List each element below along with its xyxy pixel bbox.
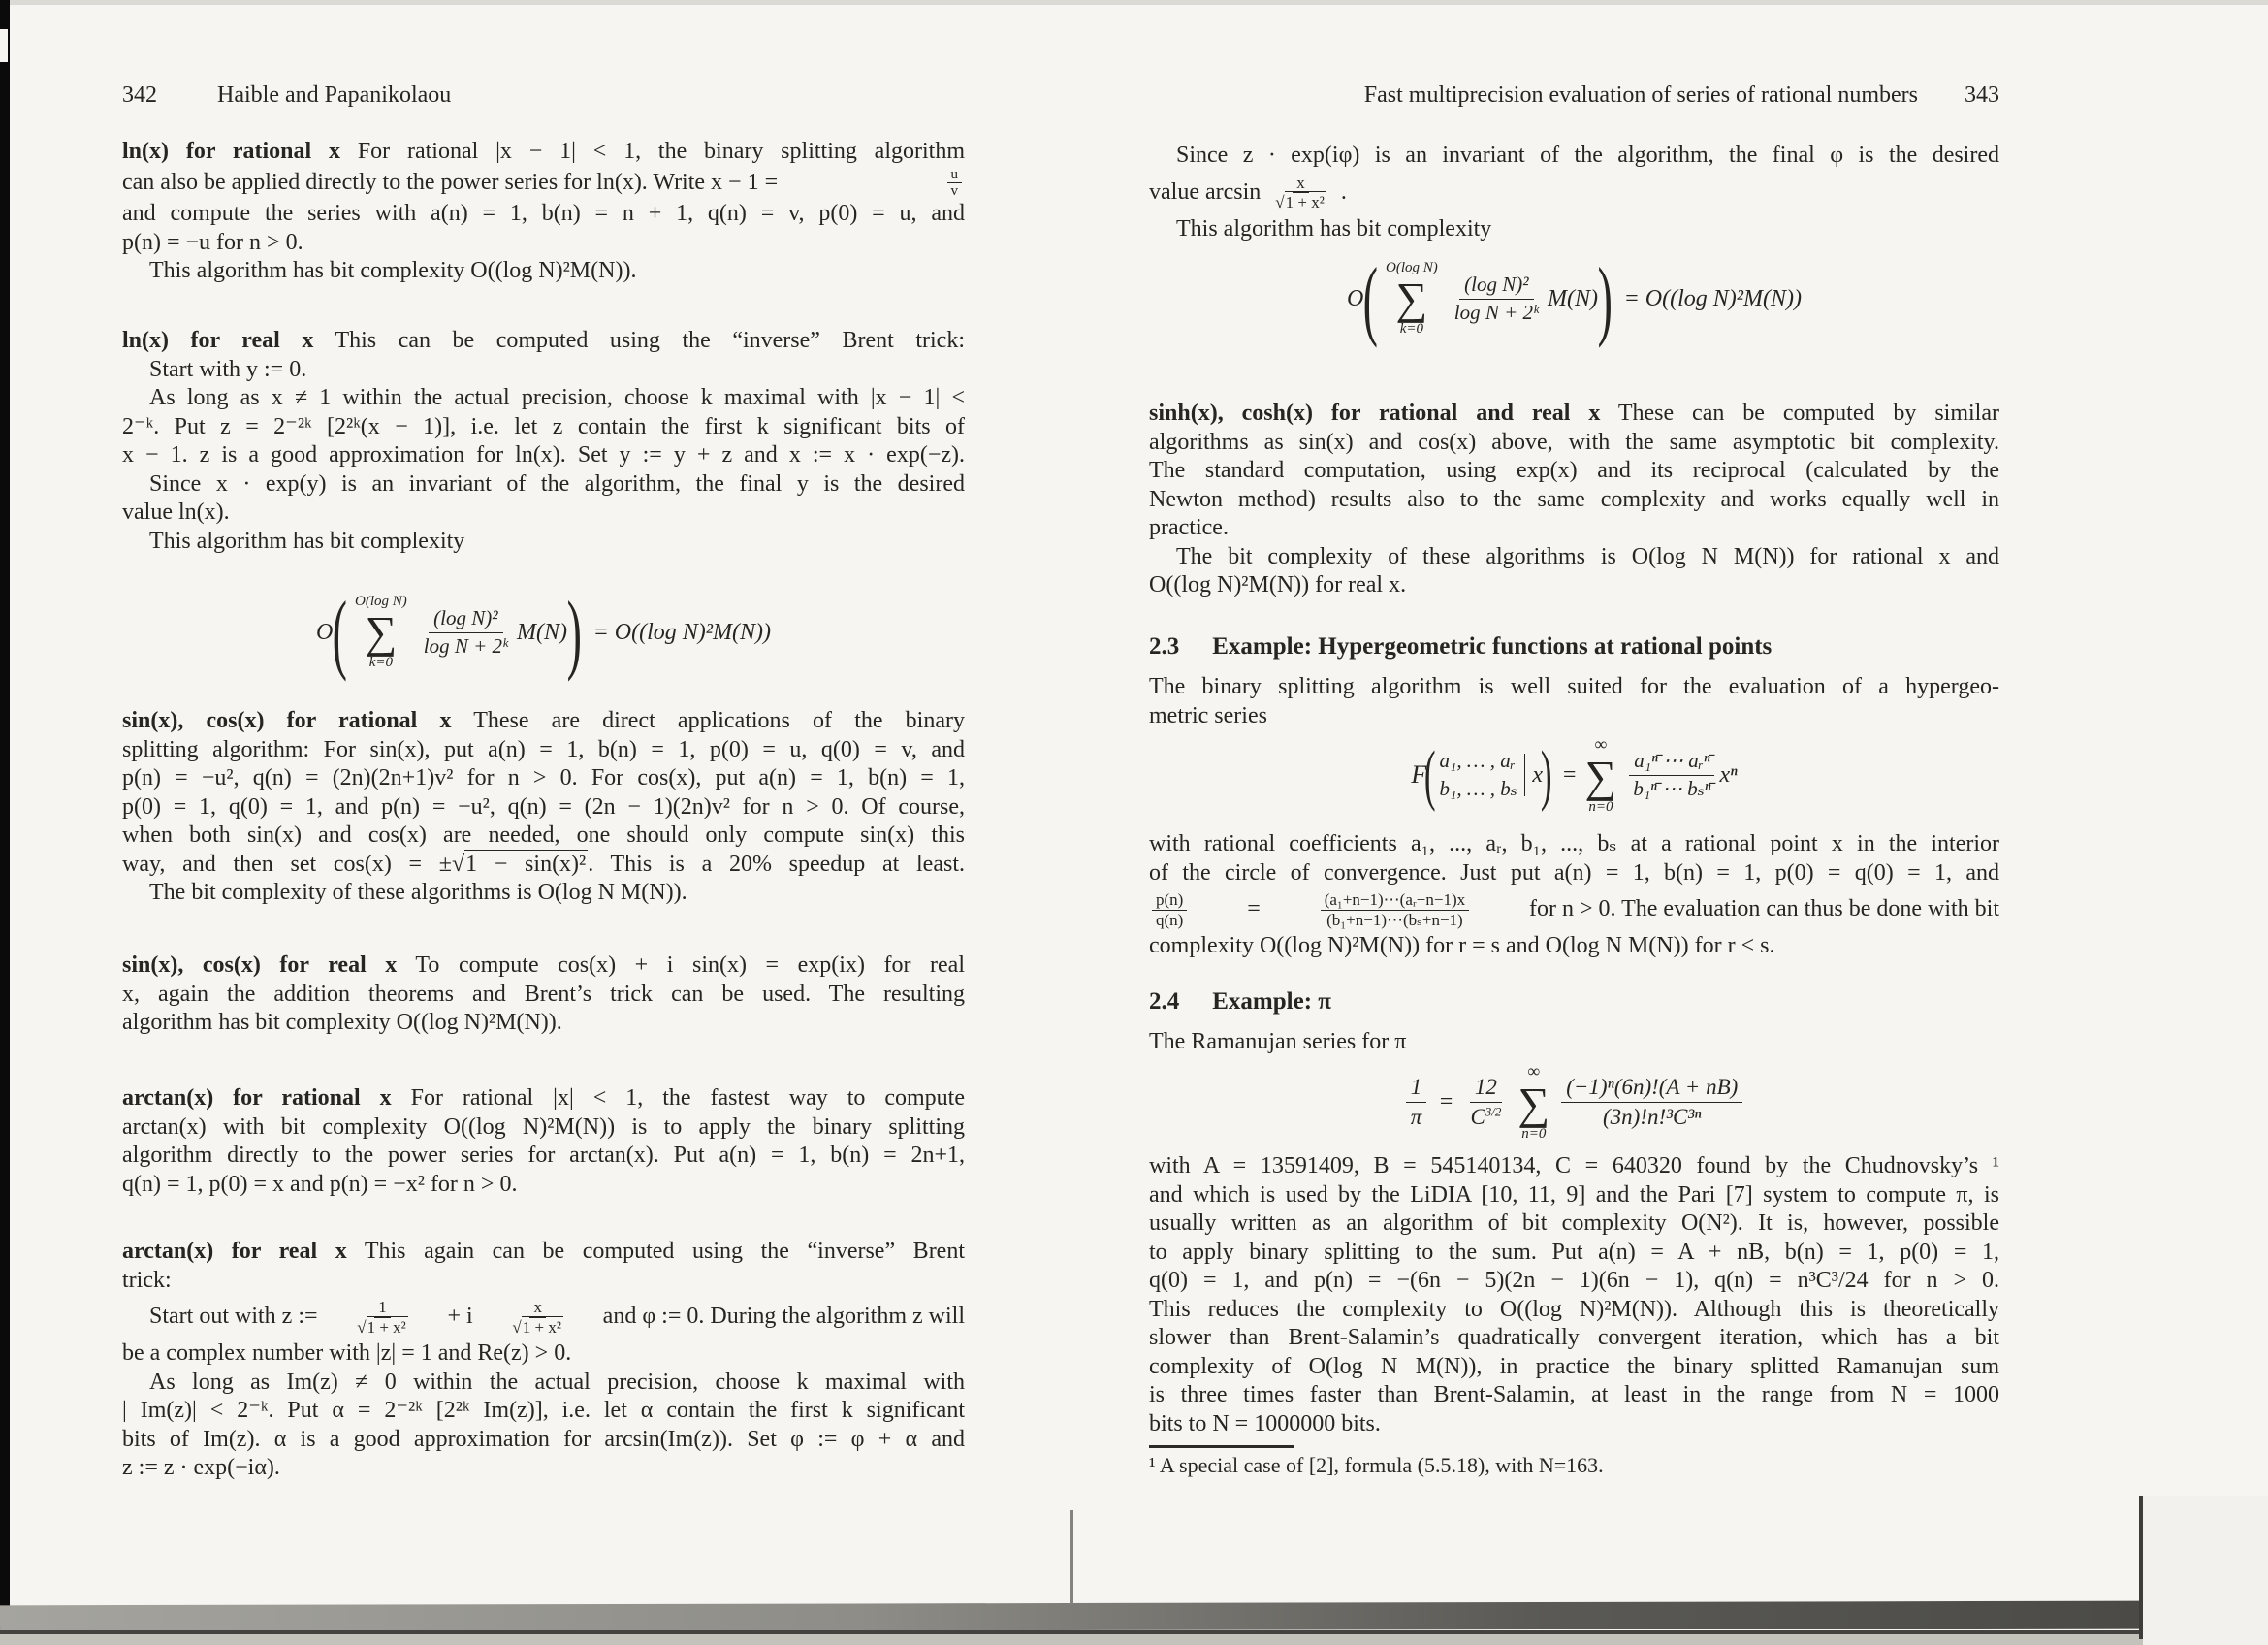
paragraph-lead: ln(x) for real x: [122, 328, 314, 353]
fraction-denominator: [1271, 193, 1330, 211]
running-head-right: [1149, 81, 1999, 110]
text-line: [122, 851, 965, 880]
text-run: value arcsin: [1149, 178, 1262, 205]
text-line: [122, 327, 965, 356]
fraction-numerator: p(n): [1152, 890, 1187, 910]
denominator-exponent: 3/2: [1485, 1103, 1502, 1118]
radical-sign: √: [357, 1317, 367, 1337]
text-line: algorithm has bit complexity O((log N)²M(N)).: [122, 1010, 562, 1035]
text-line: [1149, 887, 1999, 932]
equation-term: xⁿ: [1719, 761, 1738, 788]
text-line: The standard computation, using exp(x) and its reciprocal (calculated by the: [1149, 458, 1999, 483]
fraction: [1321, 890, 1469, 928]
fraction: [1465, 1074, 1506, 1130]
text-line: p(n) = −u², q(n) = (2n)(2n+1)v² for n > 0. For cos(x), put a(n) = 1, b(n) = 1,: [122, 765, 965, 790]
text-line: q(0) = 1, and p(n) = −(6n − 5)(2n − 1)(6n − 1), q(n) = n³C³/24 for n > 0.: [1149, 1268, 1999, 1293]
text-line: algorithms as sin(x) and cos(x) above, with the same asymptotic bit complexity.: [1149, 429, 1999, 455]
square-root: [357, 1316, 408, 1337]
sigma-operator: ∑: [1584, 751, 1617, 801]
para-pi-discussion: [1149, 1152, 1999, 1438]
footnote-rule: [1149, 1445, 1294, 1448]
equals-sign: =: [1561, 761, 1578, 788]
text-line: practice.: [1149, 515, 1229, 540]
summation: [355, 594, 407, 672]
text-line: bits of Im(z). α is a good approximation for arcsin(Im(z)). Set φ := φ + α and: [122, 1426, 965, 1452]
text-line: Start with y := 0.: [149, 356, 307, 382]
text-line: This algorithm has bit complexity O((log N)²M(N)).: [149, 258, 637, 284]
text-line: [122, 952, 965, 981]
fraction-denominator: v: [950, 183, 958, 200]
equation-term: M(N): [1547, 285, 1598, 311]
text-line: splitting algorithm: For sin(x), put a(n) = 1, b(n) = 1, p(0) = u, q(0) = v, and: [122, 736, 965, 762]
text-line: slower than Brent-Salamin’s quadratically convergent iteration, which has a bit: [1149, 1325, 1999, 1350]
text-run: way, and then set cos(x) = ±: [122, 851, 452, 877]
para-hypergeometric-body: [1149, 830, 1999, 961]
text-line: of the circle of convergence. Just put a(n) = 1, b(n) = 1, p(0) = q(0) = 1, and: [1149, 859, 1999, 886]
scan-left-edge-notch: [0, 29, 8, 62]
text-line: | Im(z)| < 2⁻ᵏ. Put α = 2⁻²ᵏ [2²ᵏ Im(z)], i.e. let α contain the first k significant: [122, 1398, 965, 1423]
fraction-numerator: (log N)²: [429, 606, 502, 632]
fraction: [1406, 1074, 1427, 1130]
fraction-numerator: 1: [374, 1298, 391, 1317]
vertical-bar: [1524, 754, 1526, 796]
text-line: algorithm directly to the power series for arctan(x). Put a(n) = 1, b(n) = 2n+1,: [122, 1143, 965, 1168]
sum-upper-limit: O(log N): [1386, 259, 1438, 275]
section-number: 2.3: [1149, 633, 1180, 660]
scan-bottom-shadow-band: [0, 1601, 2145, 1633]
text-line: [122, 138, 965, 167]
text-line: [1149, 400, 1999, 429]
running-head-left: [122, 81, 965, 110]
denominator-base: C: [1470, 1104, 1485, 1129]
para-sincos-rational: [122, 707, 965, 908]
text-line: complexity O((log N)²M(N)) for r = s and O(log N M(N)) for r < s.: [1149, 933, 1775, 958]
fraction-numerator: (a₁+n−1)⋯(aᵣ+n−1)x: [1321, 890, 1469, 910]
section-number: 2.4: [1149, 988, 1180, 1015]
text-line: value ln(x).: [122, 500, 230, 525]
text-run: For rational |x − 1| < 1, the binary splitting algorithm: [340, 139, 966, 164]
para-arctan-rational: [122, 1084, 965, 1199]
paragraph-lead: sin(x), cos(x) for rational x: [122, 708, 452, 733]
sigma-operator: ∑: [1517, 1078, 1550, 1128]
fraction-numerator: x: [1293, 174, 1309, 193]
fraction-denominator: b₁ⁿ̄ ⋯ bₛⁿ̄: [1633, 776, 1711, 800]
text-line: x − 1. z is a good approximation for ln(x). Set y := y + z and x := x · exp(−z).: [122, 442, 965, 468]
text-run: + i: [447, 1304, 473, 1330]
section-heading-2-4: [1149, 987, 1999, 1016]
equation-rhs: = O((log N)²M(N)): [592, 619, 771, 645]
equation-term: O: [1347, 285, 1364, 311]
equation-term: x: [1532, 761, 1544, 788]
fraction-numerator: a₁ⁿ̄ ⋯ aᵣⁿ̄: [1629, 749, 1714, 775]
text-line: This algorithm has bit complexity: [1176, 215, 1492, 242]
scan-spine-shadow-line: [1070, 1510, 1073, 1604]
radicand: 1 + x²: [522, 1317, 561, 1337]
text-line: and which is used by the LiDIA [10, 11, 9] and the Pari [7] system to compute π, is: [1149, 1181, 1999, 1208]
equals-sign: =: [1438, 1088, 1454, 1114]
para-ln-rational: [122, 138, 965, 286]
text-line: complexity of O(log N M(N)), in practice the binary splitted Ramanujan sum: [1149, 1353, 1999, 1379]
fraction-numerator: x: [529, 1298, 546, 1317]
text-line: [122, 707, 965, 736]
summation: [1517, 1061, 1549, 1143]
text-line: p(n) = −u for n > 0.: [122, 229, 303, 255]
text-line: [1149, 171, 1999, 215]
text-line: metric series: [1149, 702, 1267, 728]
text-run: can also be applied directly to the power series for ln(x). Write x − 1 =: [122, 170, 779, 196]
text-line: arctan(x) with bit complexity O((log N)²M(N)) is to apply the binary splitting: [122, 1113, 965, 1140]
radicand: 1 + x²: [367, 1317, 406, 1337]
text-line: when both sin(x) and cos(x) are needed, one should only compute sin(x) this: [122, 822, 965, 848]
text-run: For rational |x| < 1, the fastest way to compute: [391, 1085, 966, 1111]
fraction-denominator: [1465, 1103, 1506, 1131]
parameter-column: [1440, 747, 1517, 804]
sum-upper-limit: ∞: [1527, 1061, 1541, 1081]
summation: [1585, 734, 1617, 816]
text-run: This again can be computed using the “inverse” Brent: [346, 1239, 966, 1264]
fraction: [1271, 174, 1330, 211]
fraction-denominator: q(n): [1156, 910, 1184, 929]
text-line: be a complex number with |z| = 1 and Re(z) > 0.: [122, 1340, 572, 1366]
equation-term: O: [316, 619, 334, 645]
equation-rhs: = O((log N)²M(N)): [1623, 285, 1802, 311]
paragraph-lead: arctan(x) for real x: [122, 1239, 347, 1264]
text-line: p(0) = 1, q(0) = 1, and p(n) = −u², q(n) = (2n − 1)(2n)v² for n > 0. Of course,: [122, 793, 965, 820]
text-run: for n > 0. The evaluation can thus be done with bit: [1529, 896, 1999, 922]
running-head-left-text: Haible and Papanikolaou: [217, 82, 452, 108]
text-line: [122, 167, 965, 201]
fraction: [508, 1298, 567, 1336]
page-number-right: 343: [1965, 82, 1999, 108]
sum-lower-limit: n=0: [1521, 1125, 1547, 1142]
text-line: z := z · exp(−iα).: [122, 1455, 280, 1480]
fraction: [1561, 1074, 1742, 1130]
sum-lower-limit: n=0: [1588, 798, 1613, 815]
para-ln-real: [122, 327, 965, 556]
paragraph-lead: sin(x), cos(x) for real x: [122, 952, 398, 978]
paragraph-lead: sinh(x), cosh(x) for rational and real x: [1149, 401, 1601, 426]
fraction-denominator: [353, 1318, 412, 1337]
fraction-denominator: log N + 2ᵏ: [423, 633, 508, 658]
sum-upper-limit: O(log N): [355, 593, 407, 609]
text-line: and compute the series with a(n) = 1, b(n) = n + 1, q(n) = v, p(0) = u, and: [122, 201, 965, 227]
upper-parameters: a₁, … , aᵣ: [1439, 748, 1516, 772]
text-run: Start out with z :=: [149, 1304, 318, 1330]
text-run: . This is a 20% speedup at least.: [588, 851, 965, 877]
text-line: with rational coefficients a₁, ..., aᵣ, b₁, ..., bₛ at a rational point x in the interior: [1149, 831, 1999, 856]
lower-parameters: b₁, … , bₛ: [1439, 777, 1517, 800]
radicand: 1 − sin(x)²: [465, 851, 587, 877]
sum-lower-limit: k=0: [368, 655, 394, 670]
fraction-denominator: (3n)!n!³C³ⁿ: [1602, 1104, 1702, 1129]
running-head-right-text: Fast multiprecision evaluation of series of rational numbers: [1363, 82, 1918, 108]
fraction-numerator: 12: [1470, 1074, 1502, 1103]
text-line: The bit complexity of these algorithms is O(log N M(N)) for rational x and: [1176, 543, 1999, 569]
equation-sum-complexity-right: [1149, 244, 1999, 353]
para-arctan-real: [122, 1238, 965, 1483]
text-line: [122, 1295, 965, 1339]
scan-page-edge-line: [2139, 1496, 2143, 1639]
fraction-numerator: (−1)ⁿ(6n)!(A + nB): [1561, 1074, 1742, 1103]
text-run: These are direct applications of the binary: [451, 708, 965, 733]
big-left-paren: (: [1363, 248, 1379, 348]
fraction-denominator: π: [1410, 1104, 1422, 1129]
section-title: Example: Hypergeometric functions at rational points: [1212, 633, 1773, 660]
radical-sign: √: [451, 851, 465, 877]
radicand: 1 + x²: [1285, 193, 1325, 211]
para-sincos-real: [122, 952, 965, 1038]
square-root: [452, 850, 588, 877]
fraction: [353, 1298, 412, 1336]
text-run: To compute cos(x) + i sin(x) = exp(ix) for real: [397, 952, 965, 978]
fraction: [1152, 890, 1187, 928]
scan-bottom-edge-strip: [0, 1634, 2268, 1645]
fraction-numerator: 1: [1406, 1074, 1427, 1103]
scan-left-edge-strip: [0, 0, 10, 1645]
text-run: and φ := 0. During the algorithm z will: [602, 1304, 965, 1330]
paragraph-lead: arctan(x) for rational x: [122, 1085, 392, 1111]
fraction-denominator: log N + 2ᵏ: [1453, 300, 1539, 324]
equation-hypergeometric-series: [1149, 722, 1999, 828]
para-invariant: [1149, 142, 1999, 243]
text-line: usually written as an algorithm of bit complexity O(N²). It is, however, possible: [1149, 1210, 1999, 1236]
square-root: [512, 1316, 563, 1337]
fraction: [419, 606, 513, 658]
fraction: [1450, 273, 1544, 324]
text-line: x, again the addition theorems and Brent’s trick can be used. The resulting: [122, 981, 965, 1007]
text-line: The Ramanujan series for π: [1149, 1029, 1407, 1054]
text-line: to apply binary splitting to the sum. Put a(n) = A + nB, b(n) = 1, p(0) = 1,: [1149, 1239, 1999, 1265]
text-line: [122, 1238, 965, 1267]
fraction-denominator: (b₁+n−1)⋯(bₛ+n−1): [1326, 910, 1463, 929]
text-line: The bit complexity of these algorithms is O(log N M(N)).: [149, 880, 687, 905]
equation-term: M(N): [516, 619, 567, 645]
sum-lower-limit: k=0: [1399, 321, 1424, 337]
text-line: The binary splitting algorithm is well suited for the evaluation of a hypergeo-: [1149, 674, 1999, 699]
equation-ramanujan-pi: [1149, 1053, 1999, 1150]
scan-top-edge: [0, 0, 2268, 5]
text-line: O((log N)²M(N)) for real x.: [1149, 572, 1407, 597]
footnote: ¹ A special case of [2], formula (5.5.18), with N=163.: [1149, 1453, 1604, 1477]
para-sinh-cosh: [1149, 400, 1999, 600]
equation-term: F: [1411, 760, 1427, 789]
text-line: is three times faster than Brent-Salamin, at least in the range from N = 1000: [1149, 1382, 1999, 1407]
text-line: This algorithm has bit complexity: [149, 528, 465, 554]
text-line: As long as x ≠ 1 within the actual precision, choose k maximal with |x − 1| <: [149, 385, 965, 410]
equation-sum-complexity-left: [122, 578, 965, 687]
equals-sign: =: [1247, 896, 1261, 922]
big-right-paren: ): [1540, 737, 1552, 813]
text-run: This can be computed using the “inverse” Brent trick:: [313, 328, 965, 353]
fraction-denominator: [508, 1318, 567, 1337]
text-run: These can be computed by similar: [1600, 401, 1999, 426]
big-right-paren: ): [566, 582, 582, 682]
radical-sign: √: [1275, 193, 1285, 211]
text-line: Since x · exp(y) is an invariant of the algorithm, the final y is the desired: [149, 470, 965, 497]
text-line: This reduces the complexity to O((log N)²M(N)). Although this is theoretically: [1149, 1296, 1999, 1322]
square-root: [1275, 191, 1326, 211]
text-line: with A = 13591409, B = 545140134, C = 640320 found by the Chudnovsky’s ¹: [1149, 1153, 1999, 1178]
text-line: 2⁻ᵏ. Put z = 2⁻²ᵏ [2²ᵏ(x − 1)], i.e. let z contain the first k significant bits of: [122, 413, 965, 439]
fraction-numerator: u: [947, 167, 963, 184]
fraction-numerator: (log N)²: [1459, 273, 1533, 299]
text-line: [122, 1084, 965, 1113]
sum-upper-limit: ∞: [1594, 734, 1608, 755]
page-number-left: 342: [122, 82, 157, 108]
sigma-operator: ∑: [1395, 274, 1428, 323]
text-line: q(n) = 1, p(0) = x and p(n) = −x² for n > 0.: [122, 1171, 518, 1197]
big-right-paren: ): [1597, 248, 1613, 348]
sigma-operator: ∑: [365, 607, 398, 657]
section-heading-2-3: [1149, 632, 1999, 661]
paragraph-lead: ln(x) for rational x: [122, 139, 341, 164]
fraction: [947, 167, 963, 201]
section-title: Example: π: [1212, 988, 1331, 1015]
text-line: bits to N = 1000000 bits.: [1149, 1410, 1381, 1436]
text-line: Since z · exp(iφ) is an invariant of the algorithm, the final φ is the desired: [1176, 143, 1999, 168]
big-left-paren: (: [333, 582, 348, 682]
summation: [1386, 260, 1438, 339]
fraction: [1628, 749, 1715, 800]
text-line: As long as Im(z) ≠ 0 within the actual precision, choose k maximal with: [149, 1369, 965, 1395]
big-left-paren: (: [1424, 737, 1436, 813]
text-line: trick:: [122, 1267, 172, 1293]
scan-corner-page-edge: [2143, 1496, 2268, 1645]
text-line: Newton method) results also to the same complexity and works equally well in: [1149, 486, 1999, 512]
text-run: .: [1340, 178, 1347, 205]
radical-sign: √: [512, 1317, 522, 1337]
